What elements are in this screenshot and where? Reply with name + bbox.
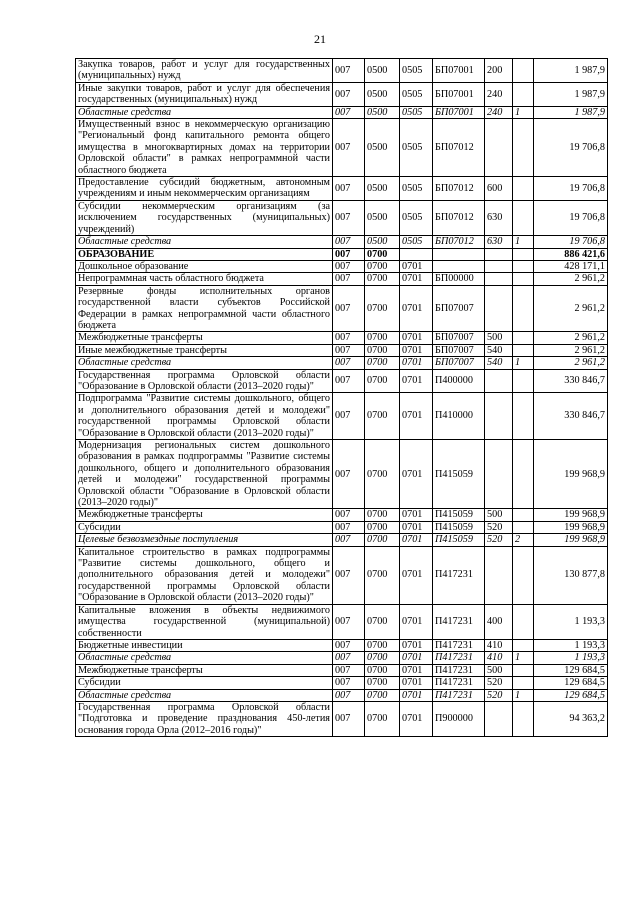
subsection-code: 0701	[400, 332, 433, 344]
section-code: 0700	[365, 273, 400, 285]
department-code: 007	[333, 332, 365, 344]
funding-source-code	[513, 393, 534, 440]
subsection-code: 0701	[400, 273, 433, 285]
section-code: 0500	[365, 82, 400, 106]
table-row	[76, 652, 608, 664]
target-article-code	[433, 260, 485, 272]
table-row	[76, 664, 608, 676]
target-article-code: П417231	[433, 639, 485, 651]
expense-type-code: 500	[485, 664, 513, 676]
section-code: 0500	[365, 236, 400, 248]
row-name: Дошкольное образование	[76, 260, 333, 272]
table-row	[76, 546, 608, 604]
section-code: 0700	[365, 701, 400, 736]
subsection-code: 0701	[400, 664, 433, 676]
target-article-code: БП07012	[433, 236, 485, 248]
department-code: 007	[333, 59, 365, 83]
amount: 1 193,3	[534, 639, 608, 651]
subsection-code: 0505	[400, 177, 433, 201]
expense-type-code: 600	[485, 177, 513, 201]
row-name: Государственная программа Орловской области "Подготовка и проведение празднования 450-летия основания города Орла (2012–2016 годы)"	[76, 701, 333, 736]
subsection-code: 0701	[400, 652, 433, 664]
funding-source-code	[513, 639, 534, 651]
row-name: Субсидии	[76, 677, 333, 689]
expense-type-code	[485, 119, 513, 177]
amount: 199 968,9	[534, 509, 608, 521]
amount: 199 968,9	[534, 440, 608, 509]
table-row	[76, 248, 608, 260]
department-code: 007	[333, 393, 365, 440]
section-code: 0700	[365, 534, 400, 546]
row-name: Закупка товаров, работ и услуг для государственных (муниципальных) нужд	[76, 59, 333, 83]
row-name: Межбюджетные трансферты	[76, 664, 333, 676]
funding-source-code	[513, 332, 534, 344]
section-code: 0700	[365, 546, 400, 604]
row-name: Областные средства	[76, 652, 333, 664]
section-code: 0700	[365, 677, 400, 689]
expense-type-code: 500	[485, 509, 513, 521]
department-code: 007	[333, 248, 365, 260]
amount: 2 961,2	[534, 357, 608, 369]
amount: 1 193,3	[534, 604, 608, 639]
amount: 19 706,8	[534, 119, 608, 177]
department-code: 007	[333, 285, 365, 332]
row-name: Бюджетные инвестиции	[76, 639, 333, 651]
funding-source-code	[513, 260, 534, 272]
department-code: 007	[333, 509, 365, 521]
subsection-code: 0701	[400, 440, 433, 509]
funding-source-code	[513, 119, 534, 177]
expense-type-code	[485, 273, 513, 285]
table-row	[76, 677, 608, 689]
subsection-code: 0701	[400, 604, 433, 639]
table-row	[76, 509, 608, 521]
amount: 886 421,6	[534, 248, 608, 260]
row-name: Субсидии некоммерческим организациям (за исключением государственных (муниципальных) учреждений)	[76, 200, 333, 235]
expense-type-code: 520	[485, 534, 513, 546]
expense-type-code: 520	[485, 521, 513, 533]
expense-type-code	[485, 393, 513, 440]
target-article-code: БП07001	[433, 59, 485, 83]
section-code: 0700	[365, 440, 400, 509]
table-row	[76, 273, 608, 285]
row-name: Непрограммная часть областного бюджета	[76, 273, 333, 285]
expense-type-code	[485, 701, 513, 736]
table-row	[76, 604, 608, 639]
target-article-code: П400000	[433, 369, 485, 393]
table-row	[76, 82, 608, 106]
subsection-code: 0701	[400, 344, 433, 356]
amount: 2 961,2	[534, 285, 608, 332]
amount: 1 987,9	[534, 59, 608, 83]
expense-type-code	[485, 440, 513, 509]
table-row	[76, 639, 608, 651]
subsection-code: 0701	[400, 393, 433, 440]
funding-source-code: 1	[513, 236, 534, 248]
funding-source-code: 1	[513, 689, 534, 701]
expense-type-code: 630	[485, 200, 513, 235]
row-name: Имущественный взнос в некоммерческую организацию "Региональный фонд капитального ремонта общего имущества в многоквартирных домах на территории Орловской области" в рамках непрограммной части областного бюджета	[76, 119, 333, 177]
target-article-code: П417231	[433, 604, 485, 639]
department-code: 007	[333, 639, 365, 651]
table-row	[76, 393, 608, 440]
table-row	[76, 521, 608, 533]
expense-type-code: 540	[485, 344, 513, 356]
department-code: 007	[333, 521, 365, 533]
funding-source-code	[513, 273, 534, 285]
funding-source-code	[513, 509, 534, 521]
section-code: 0700	[365, 285, 400, 332]
row-name: Модернизация региональных систем дошкольного образования в рамках подпрограммы "Развитие системы дошкольного, общего и дополнительного образования детей и молодежи" государственной программы Орловской области "Образование в Орловской области (2013–2020 годы)"	[76, 440, 333, 509]
amount: 330 846,7	[534, 369, 608, 393]
subsection-code	[400, 248, 433, 260]
department-code: 007	[333, 357, 365, 369]
target-article-code: П417231	[433, 689, 485, 701]
funding-source-code: 1	[513, 652, 534, 664]
department-code: 007	[333, 689, 365, 701]
page-number: 21	[314, 32, 326, 46]
target-article-code: БП07012	[433, 200, 485, 235]
expense-type-code	[485, 369, 513, 393]
table-row	[76, 534, 608, 546]
table-row	[76, 357, 608, 369]
table-row	[76, 285, 608, 332]
row-name: Межбюджетные трансферты	[76, 509, 333, 521]
department-code: 007	[333, 604, 365, 639]
funding-source-code	[513, 521, 534, 533]
table-row	[76, 236, 608, 248]
section-code: 0500	[365, 106, 400, 118]
department-code: 007	[333, 106, 365, 118]
target-article-code: П415059	[433, 534, 485, 546]
funding-source-code	[513, 369, 534, 393]
row-name: Капитальные вложения в объекты недвижимого имущества государственной (муниципальной) собственности	[76, 604, 333, 639]
amount: 199 968,9	[534, 521, 608, 533]
target-article-code: БП07007	[433, 332, 485, 344]
expense-type-code: 500	[485, 332, 513, 344]
funding-source-code: 1	[513, 106, 534, 118]
section-code: 0700	[365, 393, 400, 440]
section-code: 0700	[365, 344, 400, 356]
section-code: 0700	[365, 332, 400, 344]
subsection-code: 0701	[400, 285, 433, 332]
row-name: Иные межбюджетные трансферты	[76, 344, 333, 356]
amount: 130 877,8	[534, 546, 608, 604]
department-code: 007	[333, 200, 365, 235]
amount: 199 968,9	[534, 534, 608, 546]
funding-source-code	[513, 248, 534, 260]
amount: 129 684,5	[534, 689, 608, 701]
department-code: 007	[333, 534, 365, 546]
section-code: 0700	[365, 260, 400, 272]
row-name: Подпрограмма "Развитие системы дошкольного, общего и дополнительного образования детей и молодежи" государственной программы Орловской области "Образование в Орловской области (2013–2020 годы)"	[76, 393, 333, 440]
funding-source-code	[513, 82, 534, 106]
row-name: Иные закупки товаров, работ и услуг для обеспечения государственных (муниципальных) нужд	[76, 82, 333, 106]
table-row	[76, 177, 608, 201]
funding-source-code	[513, 664, 534, 676]
target-article-code: БП07007	[433, 285, 485, 332]
table-row	[76, 119, 608, 177]
amount: 2 961,2	[534, 332, 608, 344]
expense-type-code: 200	[485, 59, 513, 83]
subsection-code: 0505	[400, 236, 433, 248]
expense-type-code: 540	[485, 357, 513, 369]
funding-source-code	[513, 59, 534, 83]
department-code: 007	[333, 701, 365, 736]
target-article-code: БП07007	[433, 344, 485, 356]
target-article-code: П417231	[433, 664, 485, 676]
department-code: 007	[333, 440, 365, 509]
table-row	[76, 369, 608, 393]
funding-source-code	[513, 200, 534, 235]
amount: 94 363,2	[534, 701, 608, 736]
amount: 2 961,2	[534, 344, 608, 356]
table-row	[76, 260, 608, 272]
table-row	[76, 332, 608, 344]
target-article-code: П417231	[433, 652, 485, 664]
amount: 428 171,1	[534, 260, 608, 272]
row-name: Резервные фонды исполнительных органов государственной власти субъектов Российской Федерации в рамках непрограммной части областного бюджета	[76, 285, 333, 332]
section-code: 0700	[365, 664, 400, 676]
table-row	[76, 440, 608, 509]
funding-source-code: 2	[513, 534, 534, 546]
department-code: 007	[333, 260, 365, 272]
amount: 1 987,9	[534, 106, 608, 118]
subsection-code: 0701	[400, 509, 433, 521]
row-name: Межбюджетные трансферты	[76, 332, 333, 344]
amount: 129 684,5	[534, 664, 608, 676]
expense-type-code	[485, 546, 513, 604]
amount: 19 706,8	[534, 200, 608, 235]
row-name: Областные средства	[76, 106, 333, 118]
subsection-code: 0505	[400, 59, 433, 83]
section-code: 0500	[365, 177, 400, 201]
row-name: Областные средства	[76, 236, 333, 248]
amount: 1 987,9	[534, 82, 608, 106]
section-code: 0700	[365, 689, 400, 701]
amount: 2 961,2	[534, 273, 608, 285]
expense-type-code	[485, 285, 513, 332]
target-article-code: П415059	[433, 440, 485, 509]
section-code: 0500	[365, 119, 400, 177]
subsection-code: 0701	[400, 639, 433, 651]
table-row	[76, 689, 608, 701]
row-name: ОБРАЗОВАНИЕ	[76, 248, 333, 260]
row-name: Областные средства	[76, 357, 333, 369]
subsection-code: 0701	[400, 357, 433, 369]
amount: 19 706,8	[534, 177, 608, 201]
target-article-code: БП07012	[433, 119, 485, 177]
subsection-code: 0505	[400, 106, 433, 118]
section-code: 0700	[365, 248, 400, 260]
section-code: 0700	[365, 639, 400, 651]
target-article-code: П417231	[433, 546, 485, 604]
expense-type-code: 240	[485, 82, 513, 106]
target-article-code: П415059	[433, 509, 485, 521]
funding-source-code	[513, 604, 534, 639]
target-article-code: БП07001	[433, 82, 485, 106]
department-code: 007	[333, 369, 365, 393]
funding-source-code: 1	[513, 357, 534, 369]
expense-type-code: 240	[485, 106, 513, 118]
table-row	[76, 344, 608, 356]
table-row	[76, 200, 608, 235]
target-article-code: БП00000	[433, 273, 485, 285]
target-article-code: П417231	[433, 677, 485, 689]
table-row	[76, 59, 608, 83]
section-code: 0700	[365, 509, 400, 521]
table-row	[76, 106, 608, 118]
expense-type-code: 410	[485, 639, 513, 651]
target-article-code	[433, 248, 485, 260]
target-article-code: БП07012	[433, 177, 485, 201]
target-article-code: БП07007	[433, 357, 485, 369]
expense-type-code: 410	[485, 652, 513, 664]
row-name: Целевые безвозмездные поступления	[76, 534, 333, 546]
section-code: 0700	[365, 604, 400, 639]
section-code: 0700	[365, 521, 400, 533]
section-code: 0700	[365, 357, 400, 369]
funding-source-code	[513, 177, 534, 201]
subsection-code: 0701	[400, 677, 433, 689]
expense-type-code: 520	[485, 689, 513, 701]
row-name: Субсидии	[76, 521, 333, 533]
expense-type-code: 400	[485, 604, 513, 639]
expense-type-code	[485, 260, 513, 272]
target-article-code: БП07001	[433, 106, 485, 118]
row-name: Областные средства	[76, 689, 333, 701]
section-code: 0700	[365, 369, 400, 393]
table-row	[76, 701, 608, 736]
target-article-code: П900000	[433, 701, 485, 736]
department-code: 007	[333, 664, 365, 676]
subsection-code: 0505	[400, 82, 433, 106]
subsection-code: 0701	[400, 260, 433, 272]
department-code: 007	[333, 273, 365, 285]
amount: 19 706,8	[534, 236, 608, 248]
target-article-code: П410000	[433, 393, 485, 440]
budget-table	[75, 58, 608, 737]
subsection-code: 0701	[400, 701, 433, 736]
department-code: 007	[333, 344, 365, 356]
section-code: 0700	[365, 652, 400, 664]
row-name: Государственная программа Орловской области "Образование в Орловской области (2013–2020 годы)"	[76, 369, 333, 393]
expense-type-code: 520	[485, 677, 513, 689]
department-code: 007	[333, 546, 365, 604]
target-article-code: П415059	[433, 521, 485, 533]
funding-source-code	[513, 285, 534, 332]
amount: 129 684,5	[534, 677, 608, 689]
department-code: 007	[333, 236, 365, 248]
amount: 1 193,3	[534, 652, 608, 664]
subsection-code: 0505	[400, 119, 433, 177]
subsection-code: 0701	[400, 534, 433, 546]
subsection-code: 0701	[400, 521, 433, 533]
funding-source-code	[513, 546, 534, 604]
subsection-code: 0505	[400, 200, 433, 235]
department-code: 007	[333, 652, 365, 664]
subsection-code: 0701	[400, 369, 433, 393]
funding-source-code	[513, 344, 534, 356]
funding-source-code	[513, 677, 534, 689]
row-name: Предоставление субсидий бюджетным, автономным учреждениям и иным некоммерческим организациям	[76, 177, 333, 201]
funding-source-code	[513, 701, 534, 736]
section-code: 0500	[365, 59, 400, 83]
department-code: 007	[333, 119, 365, 177]
funding-source-code	[513, 440, 534, 509]
expense-type-code	[485, 248, 513, 260]
subsection-code: 0701	[400, 689, 433, 701]
subsection-code: 0701	[400, 546, 433, 604]
row-name: Капитальное строительство в рамках подпрограммы "Развитие системы дошкольного, общего и дополнительного образования детей и молодежи" государственной программы Орловской области "Образование в Орловской области (2013–2020 годы)"	[76, 546, 333, 604]
section-code: 0500	[365, 200, 400, 235]
expense-type-code: 630	[485, 236, 513, 248]
department-code: 007	[333, 677, 365, 689]
amount: 330 846,7	[534, 393, 608, 440]
department-code: 007	[333, 177, 365, 201]
department-code: 007	[333, 82, 365, 106]
